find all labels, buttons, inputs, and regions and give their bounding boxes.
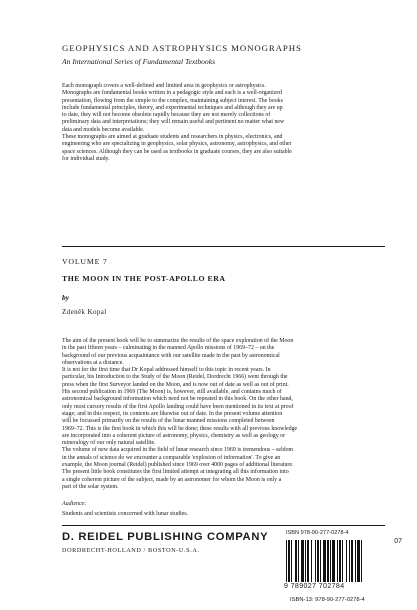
divider bbox=[62, 246, 385, 247]
isbn-barcode bbox=[284, 530, 402, 610]
audience-label: Audience: bbox=[62, 501, 87, 507]
text-line: His second publication in 1969 (The Moon) is, however, still available, and contains much of bbox=[62, 389, 282, 396]
text-line: Monographs are fundamental books written in a pedagogic style and each is a well-organized bbox=[62, 90, 282, 97]
text-line: to date, they will not become obsolete rapidly because they are not merely collections of bbox=[62, 112, 271, 119]
series-subtitle: An International Series of Fundamental Textbooks bbox=[62, 57, 216, 66]
price-code: 07 bbox=[394, 538, 402, 545]
divider bbox=[62, 525, 385, 526]
text-line: in the past fifteen years – culminating in the manned Apollo missions of 1969–72 – on the bbox=[62, 345, 275, 352]
text-line: mineralogy of our only natural satellite. bbox=[62, 440, 156, 447]
text-line: The volume of new data acquired in the field of lunar research since 1969 is tremendous – seldom bbox=[62, 447, 294, 454]
publisher-places: DORDRECHT-HOLLAND / BOSTON-U.S.A. bbox=[62, 547, 200, 554]
text-line: The present little book constitutes the first limited attempt at integrating all this information into bbox=[62, 469, 289, 476]
text-line: astronomical background information which need not be repeated in this book. On the other hand, bbox=[62, 396, 293, 403]
text-line: press when the first Surveyor landed on the Moon, and is now out of date as well as out of print. bbox=[62, 381, 289, 388]
text-line: It is not for the first time that Dr Kopal addressed himself to this topic in recent years. In bbox=[62, 367, 271, 374]
text-line: background of our previous acquaintance with our satellite made in the past by astronomical bbox=[62, 352, 280, 359]
text-line: preliminary data and interpretations; they will remain useful and pertinent no matter what new bbox=[62, 119, 285, 126]
text-line: include fundamental principles, theory, and experimental techniques and although they are up bbox=[62, 104, 283, 111]
isbn-13-text: ISBN-13: 978-90-277-0278-4 bbox=[290, 597, 365, 603]
text-line: only most cursory results of the first Apollo landing could have been mentioned in its text at proof bbox=[62, 403, 294, 410]
isbn-top-text: ISBN 978-90-277-0278-4 bbox=[286, 530, 349, 536]
book-title: THE MOON IN THE POST-APOLLO ERA bbox=[62, 274, 226, 283]
series-title: GEOPHYSICS AND ASTROPHYSICS MONOGRAPHS bbox=[62, 43, 302, 53]
text-line: space sciences. Although they can be used as textbooks in graduate courses, they are also suitable bbox=[62, 148, 292, 155]
barcode-icon bbox=[286, 540, 382, 582]
text-line: presentation, flowing from the simple to the complex, maintaining subject interest. The books bbox=[62, 97, 283, 104]
audience-text: Students and scientists concerned with lunar studies. bbox=[62, 511, 189, 517]
series-description bbox=[62, 83, 392, 163]
text-line: These monographs are aimed at graduate students and researchers in physics, electronics, and bbox=[62, 134, 283, 141]
author-name: Zdeněk Kopal bbox=[62, 308, 107, 316]
text-line: part of the solar system. bbox=[62, 483, 119, 490]
text-line: engineering who are specializing in geophysics, solar physics, astronomy, astrophysics, and other bbox=[62, 141, 292, 148]
barcode-digits: 9 789027 702784 bbox=[284, 583, 345, 590]
publisher-name: D. REIDEL PUBLISHING COMPANY bbox=[62, 531, 269, 543]
text-line: in the annals of science do we encounter a comparable 'explosion of information'. To give an bbox=[62, 454, 281, 461]
text-line: stage; and in this respect, its contents are likewise out of date. In the present volume attention bbox=[62, 410, 283, 417]
text-line: The aim of the present book will be to summarize the results of the space exploration of the Moon bbox=[62, 338, 294, 344]
text-line: particular, his Introduction to the Study of the Moon (Reidel, Dordrecht 1966) went through the bbox=[62, 374, 288, 381]
text-line: Each monograph covers a well-defined and limited area in geophysics or astrophysics. bbox=[62, 83, 266, 89]
text-line: 1969–72. This is the first book in which this will be done; these results with all previous knowledge bbox=[62, 425, 298, 432]
text-line: data and models become available. bbox=[62, 126, 145, 133]
text-line: will be focussed primarily on the results of the lunar manned missions completed between bbox=[62, 418, 275, 425]
text-line: a single coherent picture of the subject, made by an astronomer for whom the Moon is only a bbox=[62, 476, 282, 483]
text-line: observations at a distance. bbox=[62, 359, 124, 366]
by-label: by bbox=[62, 293, 70, 302]
text-line: for individual study. bbox=[62, 155, 110, 162]
volume-number: VOLUME 7 bbox=[62, 257, 108, 266]
text-line: example, the Moon journal (Reidel) published since 1969 over 4000 pages of additional literature. bbox=[62, 462, 294, 469]
text-line: are incorporated into a coherent picture of astronomy, physics, chemistry as well as geology or bbox=[62, 432, 286, 439]
book-summary bbox=[62, 338, 392, 491]
